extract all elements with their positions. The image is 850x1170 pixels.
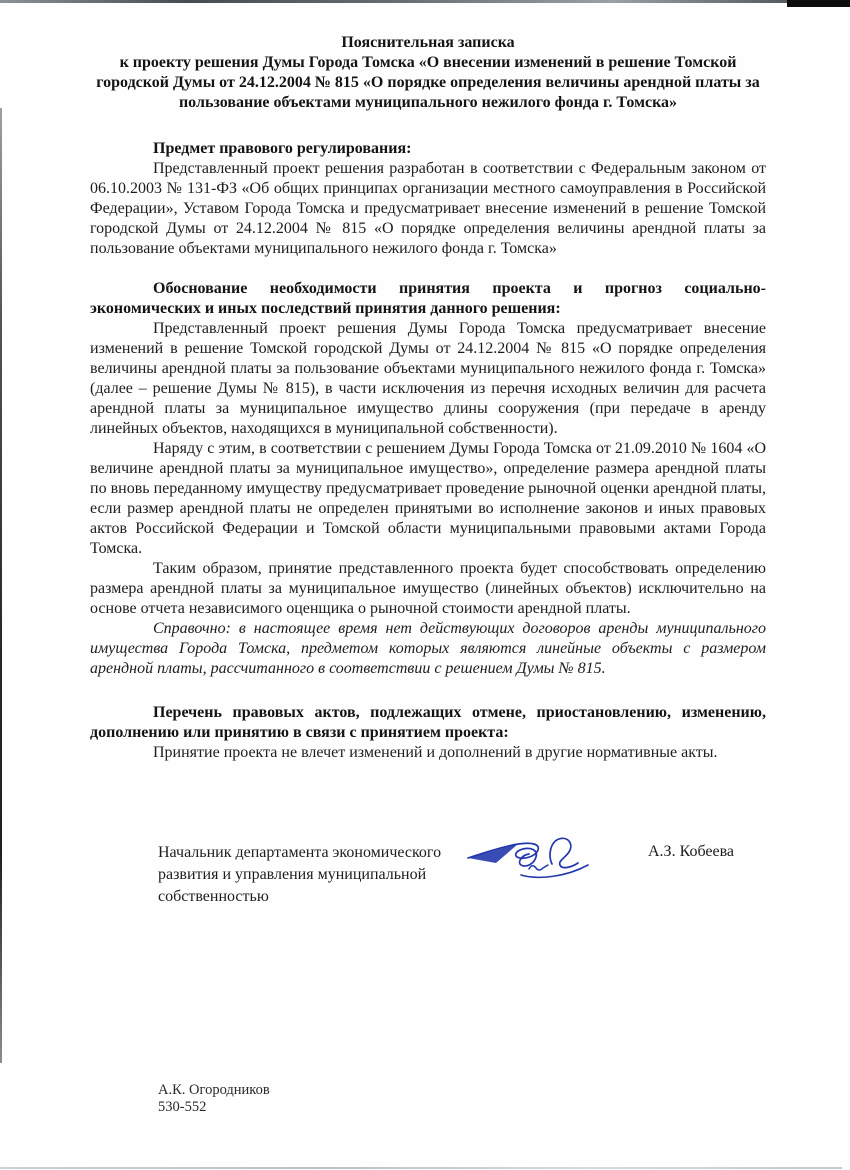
scan-edge-top	[0, 0, 850, 3]
executor-phone: 530-552	[158, 1099, 207, 1115]
paragraph: Таким образом, принятие представленного проекта будет способствовать определению размера арендной платы за муниципальное имущество (линейных объектов) исключительно на основе отчета независимого оценщика о рыночной стоимости арендной платы.	[90, 560, 766, 617]
paragraph: Наряду с этим, в соответствии с решением Думы Города Томска от 21.09.2010 № 1604 «О величине арендной платы за муниципальное имущество», определение размера арендной платы по вновь переданному имуществу предусматривает проведение рыночной оценки арендной платы, если размер арендной платы не определен принятыми во исполнение законов и иных правовых актов Российской Федерации и Томской области муниципальными правовыми актами Города Томска.	[90, 440, 766, 557]
scan-corner-top-right	[787, 0, 850, 7]
signatory-position: Начальник департамента экономического развития и управления муниципальной собственностью	[158, 844, 442, 905]
paragraph: Представленный проект решения разработан в соответствии с Федеральным законом от 06.10.2003 № 131-ФЗ «Об общих принципах организации местного самоуправления в Российской Федерации», Уставом Города Томска и предусматривает внесение изменений в решение Томской городской Думы от 24.12.2004 № 815 «О порядке определения величины арендной платы за пользование объектами муниципального нежилого фонда г. Томска»	[90, 160, 766, 257]
signatory-name: А.З. Кобеева	[648, 843, 735, 860]
section-heading-subject: Предмет правового регулирования:	[153, 140, 412, 157]
executor-name: А.К. Огородников	[158, 1082, 270, 1098]
scan-edge-bottom	[0, 1167, 842, 1169]
section-heading-justification: Обоснование необходимости принятия проекта и прогноз социально-экономических и иных последствий принятия данного решения:	[90, 280, 766, 317]
scan-edge-left	[0, 108, 2, 1063]
section-heading-acts-list: Перечень правовых актов, подлежащих отмене, приостановлению, изменению, дополнению или принятию в связи с принятием проекта:	[90, 704, 766, 741]
document-body	[90, 33, 766, 763]
document-title: Пояснительная записка	[341, 34, 515, 51]
document-title-block	[90, 33, 766, 113]
reference-note: Справочно: в настоящее время нет действующих договоров аренды муниципального имущества Города Томска, предметом которых являются линейные объекты с размером арендной платы, рассчитанного в соответствии с решением Думы № 815.	[90, 620, 766, 677]
paragraph: Принятие проекта не влечет изменений и дополнений в другие нормативные акты.	[153, 744, 718, 761]
handwritten-signature	[466, 834, 598, 886]
paragraph: Представленный проект решения Думы Города Томска предусматривает внесение изменений в решение Томской городской Думы от 24.12.2004 № 815 «О порядке определения величины арендной платы за пользование объектами муниципального нежилого фонда г. Томска» (далее – решение Думы № 815), в части исключения из перечня исходных величин для расчета арендной платы за муниципальное имущество длины сооружения (при передаче в аренду линейных объектов, находящихся в муниципальной собственности).	[90, 320, 766, 437]
executor-block	[158, 1082, 270, 1116]
document-subtitle: к проекту решения Думы Города Томска «О внесении изменений в решение Томской городской Думы от 24.12.2004 № 815 «О порядке определения величины арендной платы за пользование объектами муниципального нежилого фонда г. Томска»	[96, 54, 760, 111]
